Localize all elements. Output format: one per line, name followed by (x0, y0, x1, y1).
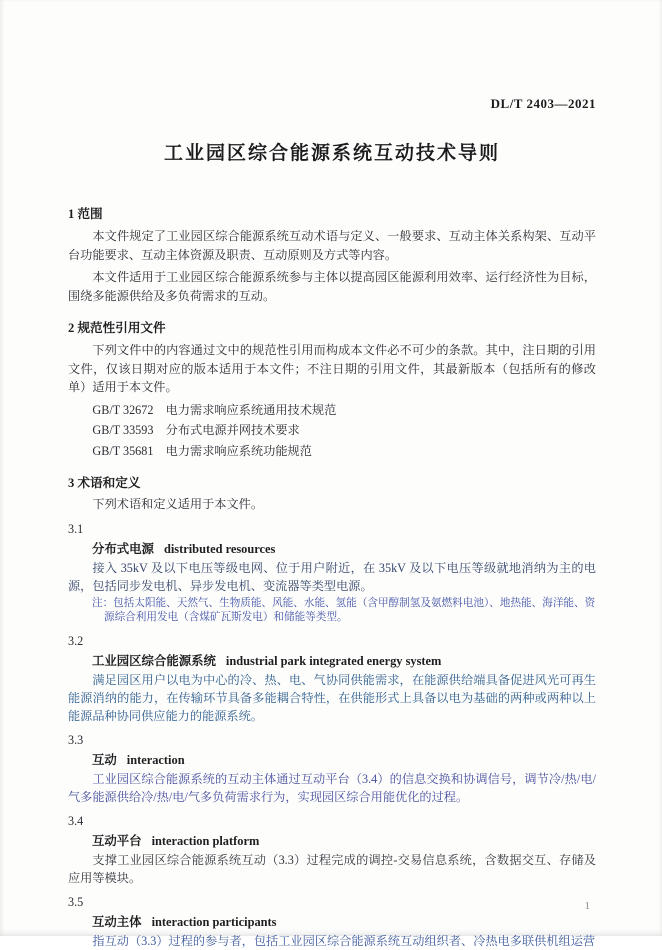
term-number: 3.2 (68, 633, 84, 648)
term-definition: 支撑工业园区综合能源系统互动（3.3）过程完成的调控-交易信息系统，含数据交互、存储及应用等模块。 (68, 852, 596, 885)
term-number: 3.5 (68, 894, 84, 909)
paragraph: 下列文件中的内容通过文中的规范性引用而构成本文件必不可少的条款。其中，注日期的引用文件，仅该日期对应的版本适用于本文件；不注日期的引用文件，其最新版本（包括所有的修改单）适用于本文件。 (68, 343, 596, 394)
paragraph: 本文件适用于工业园区综合能源系统参与主体以提高园区能源利用效率、运行经济性为目标，围绕多能源供给及多负荷需求的互动。 (68, 270, 596, 303)
term-title-en: interaction (126, 752, 185, 767)
term-title-en: industrial park integrated energy system (225, 653, 442, 668)
section-heading: 3 术语和定义 (68, 476, 141, 490)
reference-list (68, 401, 596, 461)
paragraph: 本文件规定了工业园区综合能源系统互动术语与定义、一般要求、互动主体关系构架、互动平台功能要求、互动主体资源及职责、互动原则及方式等内容。 (68, 229, 596, 262)
standard-number: DL/T 2403—2021 (490, 96, 596, 111)
page-number: 1 (584, 900, 590, 912)
term-title-zh: 互动平台 (92, 833, 142, 848)
term-title (92, 652, 596, 670)
term-entry (68, 520, 596, 626)
term-title (92, 913, 596, 931)
document-title: 工业园区综合能源系统互动技术导则 (163, 143, 500, 164)
reference-item (92, 442, 596, 461)
reference-item (92, 401, 596, 420)
reference-code: GB/T 33593 (92, 423, 154, 437)
reference-title: 分布式电源并网技术要求 (165, 423, 300, 437)
term-title-zh: 工业园区综合能源系统 (92, 653, 216, 668)
term-title-zh: 互动主体 (92, 914, 142, 929)
reference-code: GB/T 35681 (92, 443, 154, 458)
section-terms-definitions (68, 474, 596, 950)
term-definition: 工业园区综合能源系统的互动主体通过互动平台（3.4）的信息交换和协调信号，调节冷/热/电/气多能源供给冷/热/电/气多负荷需求行为，实现园区综合用能优化的过程。 (68, 771, 596, 804)
term-entry (68, 731, 596, 806)
term-definition: 满足园区用户以电为中心的冷、热、电、气协同供能需求，在能源供给端具备促进风光可再生能源消纳的能力，在传输环节具备多能耦合特性，在供能形式上具备以电为基础的两种或两种以上能源品种协同供应能力的能源系统。 (68, 672, 596, 723)
paragraph: 下列术语和定义适用于本文件。 (92, 497, 264, 511)
term-entry (68, 812, 596, 887)
term-title (92, 751, 596, 769)
term-title-en: interaction platform (151, 833, 260, 848)
term-entry (68, 893, 596, 950)
term-number: 3.4 (68, 813, 84, 828)
term-definition: 接入 35kV 及以下电压等级电网、位于用户附近，在 35kV 及以下电压等级就地消纳为主的电源，包括同步发电机、异步发电机、变流器等类型电源。 (68, 560, 596, 593)
term-note: 注：包括太阳能、天然气、生物质能、风能、水能、氢能（含甲醇制氢及氨燃料电池）、地热能、海洋能、资源综合利用发电（含煤矿瓦斯发电）和储能等类型。 (92, 597, 596, 623)
reference-title: 电力需求响应系统通用技术规范 (165, 402, 337, 417)
section-heading: 2 规范性引用文件 (68, 321, 166, 335)
section-normative-references (68, 319, 596, 460)
term-entry (68, 632, 596, 725)
section-scope (68, 205, 596, 305)
section-heading: 1 范围 (68, 207, 103, 221)
reference-item (92, 421, 596, 440)
term-number: 3.1 (68, 521, 84, 536)
term-title-zh: 分布式电源 (92, 541, 154, 556)
term-title (92, 832, 596, 850)
term-number: 3.3 (68, 732, 84, 747)
reference-title: 电力需求响应系统功能规范 (165, 443, 312, 458)
term-title-en: distributed resources (163, 541, 276, 556)
term-title-zh: 互动 (92, 752, 117, 767)
reference-code: GB/T 32672 (92, 402, 154, 417)
term-title (92, 540, 596, 558)
term-definition: 指互动（3.3）过程的参与者，包括工业园区综合能源系统互动组织者、冷热电多联供机组运营 (92, 933, 596, 948)
term-title-en: interaction participants (151, 914, 277, 929)
